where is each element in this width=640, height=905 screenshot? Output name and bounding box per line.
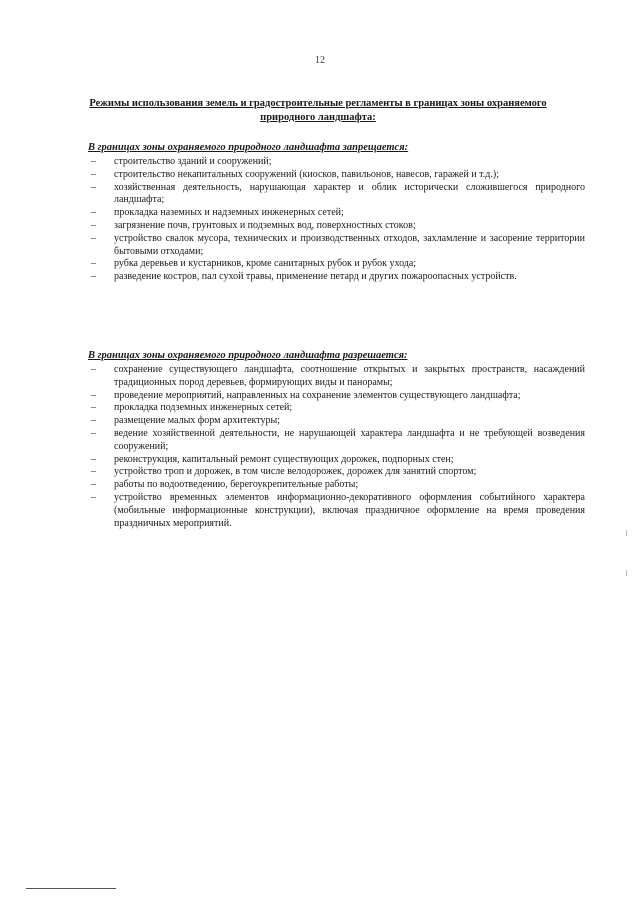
prohibited-section (88, 141, 585, 284)
list-item (88, 479, 585, 492)
list-item (88, 466, 585, 479)
list-item (88, 233, 585, 259)
list-item (88, 415, 585, 428)
bullet-dash: – (91, 258, 96, 270)
document-title: Режимы использования земель и градостроительные регламенты в границах зоны охраняемого природного ландшафта: (89, 98, 547, 123)
list-item-text: рубка деревьев и кустарников, кроме санитарных рубок и рубок ухода; (114, 258, 417, 270)
bullet-dash: – (91, 181, 96, 193)
list-item-text: устройство свалок мусора, технических и производственных отходов, захламление и засорение территории бытовыми отходами; (114, 232, 585, 257)
list-item (88, 454, 585, 467)
list-item (88, 258, 585, 271)
list-item (88, 364, 585, 390)
bullet-dash: – (91, 491, 96, 503)
list-item-text: строительство некапитальных сооружений (киосков, павильонов, навесов, гаражей и т.д.); (114, 168, 499, 180)
list-item-text: строительство зданий и сооружений; (114, 156, 272, 167)
list-item-text: устройство временных элементов информационно-декоративного оформления событийного характера (мобильные информационные конструкции), включая праздничное оформление на время проведения праздничных мероприятий. (114, 491, 585, 529)
list-item-text: разведение костров, пал сухой травы, применение петард и других пожароопасных устройств. (114, 271, 517, 283)
bullet-dash: – (91, 207, 96, 219)
list-item (88, 207, 585, 220)
bullet-dash: – (91, 389, 96, 401)
bullet-dash: – (91, 402, 96, 414)
list-item (88, 492, 585, 530)
prohibited-list (88, 156, 585, 284)
list-item-text: реконструкция, капитальный ремонт существующих дорожек, подпорных стен; (114, 453, 454, 465)
list-item (88, 156, 585, 169)
list-item (88, 402, 585, 415)
list-item-text: прокладка подземных инженерных сетей; (114, 402, 293, 414)
list-item-text: загрязнение почв, грунтовых и подземных вод, поверхностных стоков; (114, 219, 416, 231)
bullet-dash: – (91, 156, 96, 167)
bullet-dash: – (91, 415, 96, 427)
list-item-text: размещение малых форм архитектуры; (114, 415, 281, 427)
list-item-text: сохранение существующего ландшафта, соотношение открытых и закрытых пространств, насаждений традиционных пород деревьев, формирующих виды и панорамы; (114, 364, 585, 388)
list-item-text: прокладка наземных и надземных инженерных сетей; (114, 207, 344, 219)
list-item-text: хозяйственная деятельность, нарушающая характер и облик исторически сложившегося природного ландшафта; (114, 181, 585, 206)
scan-margin-mark (626, 530, 627, 536)
list-item (88, 220, 585, 233)
scan-margin-mark (626, 570, 627, 576)
list-item (88, 182, 585, 208)
list-item-text: проведение мероприятий, направленных на сохранение элементов существующего ландшафта; (114, 389, 521, 401)
bullet-dash: – (91, 466, 96, 478)
list-item-text: ведение хозяйственной деятельности, не нарушающей характера ландшафта и не требующей возведения сооружений; (114, 427, 585, 452)
page-number: 12 (315, 55, 325, 66)
bullet-dash: – (91, 219, 96, 231)
permitted-list (88, 364, 585, 530)
bullet-dash: – (91, 271, 96, 283)
bullet-dash: – (91, 453, 96, 465)
bullet-dash: – (91, 364, 96, 375)
bullet-dash: – (91, 168, 96, 180)
permitted-section (88, 349, 585, 530)
list-item (88, 428, 585, 454)
list-item (88, 390, 585, 403)
bullet-dash: – (91, 427, 96, 439)
list-item-text: устройство троп и дорожек, в том числе велодорожек, дорожек для занятий спортом; (114, 466, 477, 478)
list-item (88, 271, 585, 284)
list-item (88, 169, 585, 182)
bullet-dash: – (91, 479, 96, 491)
permitted-heading: В границах зоны охраняемого природного ландшафта разрешается: (88, 350, 408, 361)
footer-rule (26, 888, 116, 889)
list-item-text: работы по водоотведению, берегоукрепительные работы; (114, 479, 359, 491)
bullet-dash: – (91, 232, 96, 244)
prohibited-heading: В границах зоны охраняемого природного ландшафта запрещается: (88, 142, 409, 153)
